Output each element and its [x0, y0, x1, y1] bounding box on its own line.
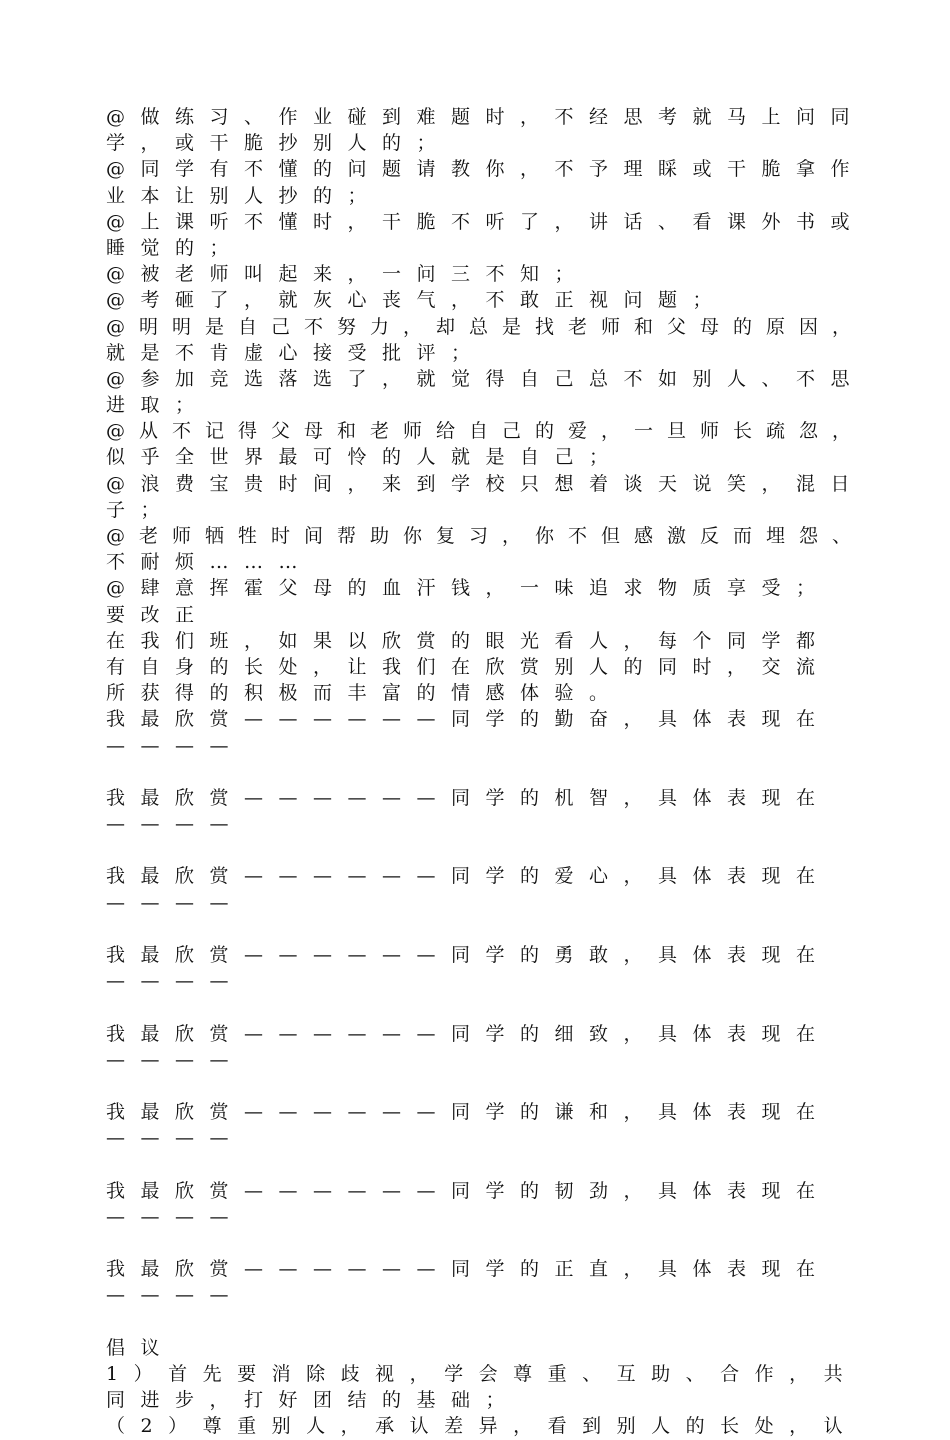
text-line: @被老师叫起来，一问三不知； [106, 263, 590, 286]
text-line: @考砸了，就灰心丧气，不敢正视问题； [106, 289, 728, 312]
fill-in-blank: ———— [106, 970, 244, 993]
fill-in-blank: ———— [106, 1048, 244, 1071]
appreciation-line: 我最欣赏——————同学的韧劲，具体表现在 [106, 1179, 831, 1202]
section-heading: 要改正 [106, 603, 210, 626]
text-line: 同进步，打好团结的基础； [106, 1389, 521, 1412]
fill-in-blank: ———— [106, 1127, 244, 1150]
blank-line [106, 759, 866, 785]
text-line: @同学有不懂的问题请教你，不予理睬或干脆拿作 [106, 158, 866, 181]
text-line: 似乎全世界最可怜的人就是自己； [106, 446, 624, 469]
appreciation-line: 我最欣赏——————同学的勇敢，具体表现在 [106, 944, 831, 966]
appreciation-line: 我最欣赏——————同学的机智，具体表现在 [106, 786, 831, 809]
text-line: 不耐烦……… [106, 551, 314, 574]
appreciation-line: 我最欣赏——————同学的细致，具体表现在 [106, 1022, 831, 1045]
text-line: 在我们班，如果以欣赏的眼光看人，每个同学都 [106, 629, 831, 652]
document-body [106, 104, 866, 1440]
text-line: 1）首先要消除歧视，学会尊重、互助、合作，共 [106, 1363, 859, 1385]
text-line: 有自身的长处，让我们在欣赏别人的同时，交流 [106, 655, 831, 678]
blank-line [106, 1073, 866, 1099]
text-line: @做练习、作业碰到难题时，不经思考就马上问同 [106, 106, 866, 128]
text-line: @参加竞选落选了，就觉得自己总不如别人、不思 [106, 367, 866, 390]
fill-in-blank: ———— [106, 734, 244, 757]
text-line: 进取； [106, 394, 210, 417]
text-line: @上课听不懂时，干脆不听了，讲话、看课外书或 [106, 210, 866, 233]
appreciation-line: 我最欣赏——————同学的勤奋，具体表现在 [106, 708, 831, 731]
fill-in-blank: ———— [106, 813, 244, 836]
text-line: @肆意挥霍父母的血汗钱，一味追求物质享受； [106, 577, 831, 600]
blank-line [106, 1309, 866, 1335]
text-line: 子； [106, 498, 176, 521]
blank-line [106, 837, 866, 863]
text-line: @浪费宝贵时间，来到学校只想着谈天说笑，混日 [106, 472, 866, 495]
text-line: 睡觉的； [106, 236, 245, 259]
blank-line [106, 1230, 866, 1256]
text-line: @从不记得父母和老师给自己的爱，一旦师长疏忽， [106, 420, 866, 443]
fill-in-blank: ———— [106, 891, 244, 914]
appreciation-line: 我最欣赏——————同学的谦和，具体表现在 [106, 1101, 831, 1124]
appreciation-line: 我最欣赏——————同学的正直，具体表现在 [106, 1258, 831, 1281]
text-line: （2）尊重别人，承认差异，看到别人的长处，认 [106, 1415, 859, 1438]
text-line: @老师牺牲时间帮助你复习，你不但感激反而埋怨、 [106, 525, 866, 547]
text-line: @明明是自己不努力，却总是找老师和父母的原因， [106, 315, 866, 338]
fill-in-blank: ———— [106, 1284, 244, 1307]
blank-line [106, 994, 866, 1020]
text-line: 就是不肯虚心接受批评； [106, 341, 486, 364]
appreciation-line: 我最欣赏——————同学的爱心，具体表现在 [106, 865, 831, 888]
text-line: 所获得的积极而丰富的情感体验。 [106, 682, 624, 705]
blank-line [106, 916, 866, 942]
text-line: 业本让别人抄的； [106, 184, 383, 207]
blank-line [106, 1152, 866, 1178]
text-line: 学，或干脆抄别人的； [106, 132, 452, 155]
fill-in-blank: ———— [106, 1205, 244, 1228]
section-heading: 倡议 [106, 1336, 176, 1359]
